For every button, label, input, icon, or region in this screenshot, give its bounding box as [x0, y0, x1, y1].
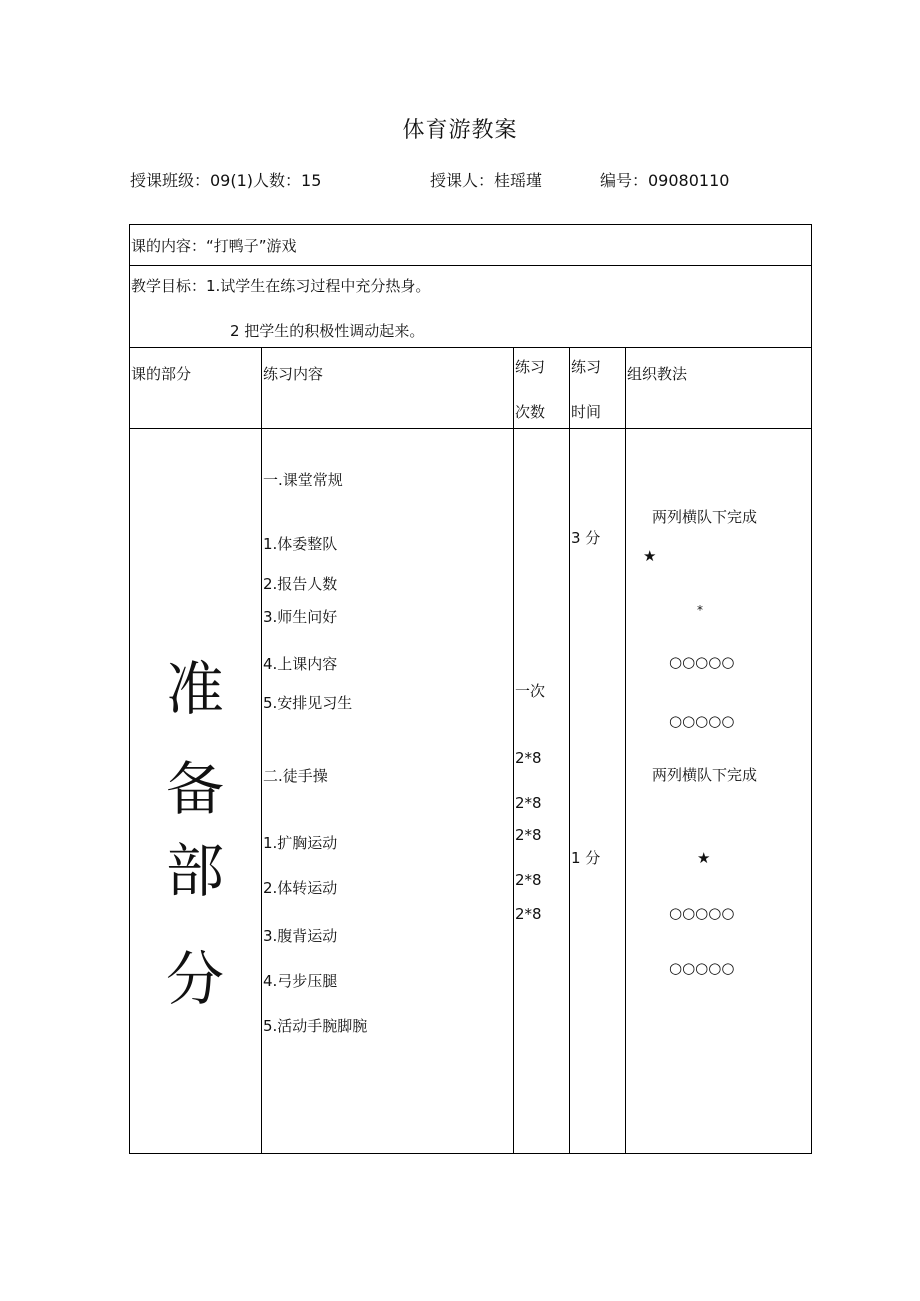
formation-text: 两列横队下完成 — [652, 766, 758, 784]
header-time-line1: 练习 — [571, 358, 602, 376]
header-content: 练习内容 — [263, 365, 324, 383]
count-value: 2*8 — [515, 871, 542, 889]
table-col-rule — [513, 347, 514, 1154]
header-count-line1: 练习 — [515, 358, 546, 376]
teaching-goal-1: 教学目标：1.试学生在练习过程中充分热身。 — [131, 277, 431, 295]
exercise-item: 1.体委整队 — [263, 535, 338, 553]
student-row-circles: ○○○○○ — [669, 712, 735, 730]
section-label-char: 分 — [165, 945, 224, 1013]
exercise-section-title: 二.徒手操 — [263, 767, 328, 785]
star-icon: ★ — [697, 849, 711, 867]
header-part: 课的部分 — [131, 365, 192, 383]
header-time-line2: 时间 — [571, 403, 602, 421]
section-label-char: 部 — [165, 837, 224, 905]
table-rule — [129, 265, 812, 266]
page-title: 体育游教案 — [402, 118, 518, 143]
star-icon: ★ — [643, 547, 657, 565]
exercise-section-title: 一.课堂常规 — [263, 471, 343, 489]
count-value: 2*8 — [515, 794, 542, 812]
table-rule — [129, 347, 812, 348]
time-value: 3 分 — [571, 529, 601, 547]
student-row-circles: ○○○○○ — [669, 959, 735, 977]
exercise-item: 3.师生问好 — [263, 608, 338, 626]
teacher-info: 授课人：桂瑶瑾 — [430, 171, 543, 190]
table-border-right — [811, 224, 812, 1154]
teaching-goal-2: 2 把学生的积极性调动起来。 — [230, 322, 425, 340]
table-border-top — [129, 224, 812, 225]
count-value: 2*8 — [515, 749, 542, 767]
exercise-item: 2.报告人数 — [263, 575, 338, 593]
exercise-item: 5.活动手腕脚腕 — [263, 1017, 368, 1035]
time-value: 1 分 — [571, 849, 601, 867]
header-method: 组织教法 — [627, 365, 688, 383]
section-label-char: 准 — [165, 655, 224, 723]
exercise-item: 5.安排见习生 — [263, 694, 353, 712]
count-value: 2*8 — [515, 826, 542, 844]
table-col-rule — [569, 347, 570, 1154]
exercise-item: 3.腹背运动 — [263, 927, 338, 945]
table-rule — [129, 428, 812, 429]
section-label-char: 备 — [165, 755, 224, 823]
exercise-item: 1.扩胸运动 — [263, 834, 338, 852]
lesson-number: 编号：09080110 — [600, 171, 730, 190]
student-row-circles: ○○○○○ — [669, 653, 735, 671]
exercise-item: 4.弓步压腿 — [263, 972, 338, 990]
exercise-item: 4.上课内容 — [263, 655, 338, 673]
count-value: 2*8 — [515, 905, 542, 923]
table-border-bottom — [129, 1153, 812, 1154]
class-info: 授课班级：09(1)人数：15 — [130, 171, 322, 190]
header-count-line2: 次数 — [515, 403, 546, 421]
lesson-content: 课的内容：“打鸭子”游戏 — [131, 237, 297, 255]
exercise-item: 2.体转运动 — [263, 879, 338, 897]
student-row-circles: ○○○○○ — [669, 904, 735, 922]
table-col-rule — [261, 347, 262, 1154]
table-col-rule — [625, 347, 626, 1154]
asterisk-icon: * — [697, 603, 703, 617]
count-value: 一次 — [515, 682, 546, 700]
formation-text: 两列横队下完成 — [652, 508, 758, 526]
